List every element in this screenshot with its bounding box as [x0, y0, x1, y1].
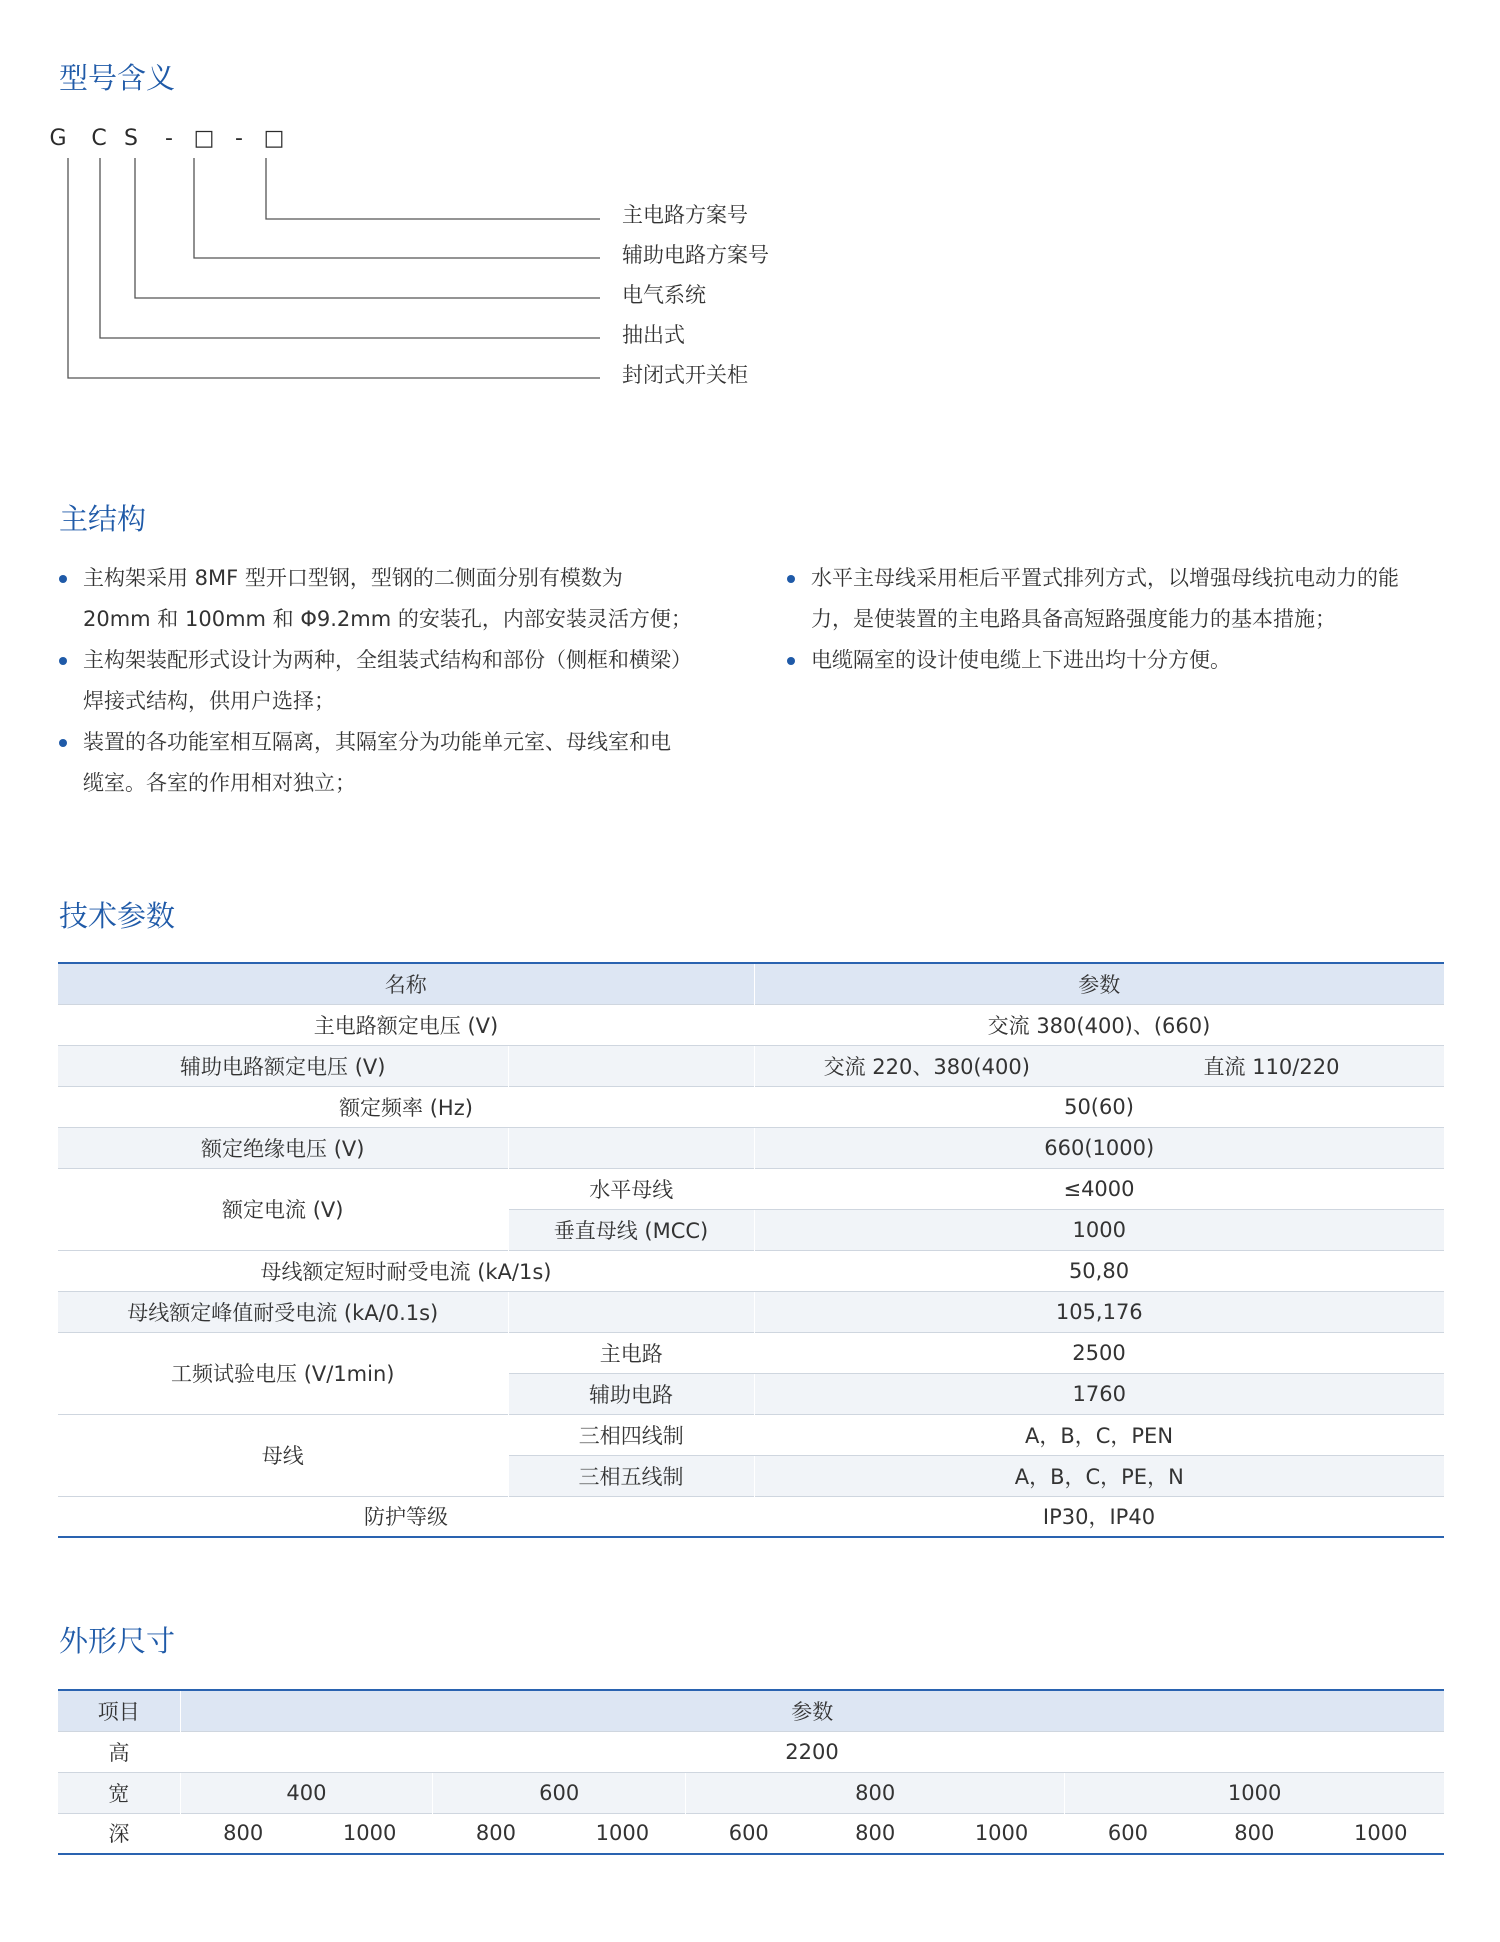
- cell-sub: 辅助电路: [508, 1373, 754, 1414]
- bullet-line: 主构架装配形式设计为两种，全组装式结构和部份（侧框和横梁）: [83, 648, 692, 672]
- model-label-main-circuit: 主电路方案号: [622, 203, 748, 227]
- bullet-dot: [59, 575, 67, 583]
- bullet-line: 水平主母线采用柜后平置式排列方式，以增强母线抗电动力的能: [811, 566, 1399, 590]
- code-char-box-2: □: [263, 126, 285, 151]
- structure-bullet-2: [59, 640, 739, 722]
- cell-value: A，B，C，PE，N: [754, 1455, 1444, 1496]
- code-char-s: S: [124, 126, 138, 151]
- cell-sub: [508, 1045, 754, 1086]
- cell-value: 600: [1065, 1813, 1191, 1854]
- code-char-c: C: [91, 126, 107, 151]
- table-row: [58, 1496, 1444, 1537]
- cell-value: 105,176: [754, 1291, 1444, 1332]
- cell-sub: 垂直母线 (MCC): [508, 1209, 754, 1250]
- table-row-height: [58, 1731, 1444, 1772]
- bullet-line: 装置的各功能室相互隔离，其隔室分为功能单元室、母线室和电: [83, 730, 671, 754]
- header-params: 参数: [754, 963, 1444, 1004]
- cell-name: 辅助电路额定电压 (V): [58, 1045, 508, 1086]
- cell-sub: 主电路: [508, 1332, 754, 1373]
- tech-params-table: [58, 962, 1444, 1538]
- bullet-line: 20mm 和 100mm 和 Φ9.2mm 的安装孔，内部安装灵活方便；: [83, 607, 692, 631]
- table-row: [58, 1332, 1444, 1373]
- cell-value: 1000: [306, 1813, 432, 1854]
- code-char-g: G: [49, 126, 67, 151]
- cell-name: 母线: [58, 1414, 508, 1496]
- line-electric-system: [135, 158, 600, 298]
- cell-value: 600: [686, 1813, 812, 1854]
- code-char-box-1: □: [193, 126, 215, 151]
- cell-sub: 三相五线制: [508, 1455, 754, 1496]
- bullet-line: 力，是使装置的主电路具备高短路强度能力的基本措施；: [811, 607, 1336, 631]
- section-title-tech: 技术参数: [59, 899, 176, 933]
- structure-bullet-4: [787, 558, 1467, 640]
- bullet-line: 电缆隔室的设计使电缆上下进出均十分方便。: [811, 648, 1231, 672]
- cell-sub: [508, 1127, 754, 1168]
- cell-sub: [508, 1291, 754, 1332]
- structure-bullet-1: [59, 558, 739, 640]
- cell-name: 主电路额定电压 (V): [58, 1004, 754, 1045]
- code-char-dash-2: -: [235, 126, 243, 151]
- structure-bullet-3: [59, 722, 739, 804]
- cell-value: 1000: [1065, 1772, 1444, 1813]
- section-title-structure: 主结构: [59, 502, 147, 536]
- cell-value: A，B，C，PEN: [754, 1414, 1444, 1455]
- table-row: [58, 1045, 1444, 1086]
- cell-name: 额定电流 (V): [58, 1168, 508, 1250]
- cell-value: 660(1000): [754, 1127, 1444, 1168]
- line-enclosed: [68, 158, 600, 378]
- table-row-depth: [58, 1813, 1444, 1854]
- cell-name: 母线额定短时耐受电流 (kA/1s): [58, 1250, 754, 1291]
- cell-value: 2200: [180, 1731, 1444, 1772]
- table-row-width: [58, 1772, 1444, 1813]
- model-connector-lines: [0, 0, 1500, 420]
- cell-value: 50(60): [754, 1086, 1444, 1127]
- bullet-line: 主构架采用 8MF 型开口型钢，型钢的二侧面分别有模数为: [83, 566, 623, 590]
- bullet-line: 缆室。各室的作用相对独立；: [83, 771, 356, 795]
- table-row: [58, 1250, 1444, 1291]
- cell-value: 1000: [938, 1813, 1064, 1854]
- table-header-row: [58, 963, 1444, 1004]
- cell-value: 800: [686, 1772, 1065, 1813]
- section-title-model: 型号含义: [59, 61, 176, 95]
- cell-value: 交流 220、380(400): [754, 1045, 1099, 1086]
- cell-name: 母线额定峰值耐受电流 (kA/0.1s): [58, 1291, 508, 1332]
- cell-value: 1000: [559, 1813, 685, 1854]
- cell-name: 额定频率 (Hz): [58, 1086, 754, 1127]
- header-params: 参数: [180, 1690, 1444, 1731]
- cell-label: 宽: [58, 1772, 180, 1813]
- cell-value: ≤4000: [754, 1168, 1444, 1209]
- cell-value: 2500: [754, 1332, 1444, 1373]
- cell-name: 工频试验电压 (V/1min): [58, 1332, 508, 1414]
- line-main-circuit: [266, 158, 600, 219]
- cell-name: 额定绝缘电压 (V): [58, 1127, 508, 1168]
- model-label-drawout: 抽出式: [622, 323, 685, 347]
- model-label-enclosed: 封闭式开关柜: [622, 363, 748, 387]
- cell-value: IP30，IP40: [754, 1496, 1444, 1537]
- bullet-line: 焊接式结构，供用户选择；: [83, 689, 335, 713]
- table-header-row: [58, 1690, 1444, 1731]
- cell-name: 防护等级: [58, 1496, 754, 1537]
- cell-sub: 水平母线: [508, 1168, 754, 1209]
- cell-value: 400: [180, 1772, 433, 1813]
- cell-value: 800: [812, 1813, 938, 1854]
- model-label-aux-circuit: 辅助电路方案号: [622, 243, 769, 267]
- table-row: [58, 1291, 1444, 1332]
- cell-label: 深: [58, 1813, 180, 1854]
- cell-value: 1760: [754, 1373, 1444, 1414]
- section-title-dims: 外形尺寸: [59, 1624, 176, 1658]
- line-aux-circuit: [194, 158, 600, 258]
- cell-value: 50,80: [754, 1250, 1444, 1291]
- cell-value: 800: [1191, 1813, 1317, 1854]
- bullet-dot: [59, 657, 67, 665]
- code-char-dash-1: -: [165, 126, 173, 151]
- cell-value: 800: [433, 1813, 559, 1854]
- table-row: [58, 1414, 1444, 1455]
- bullet-dot: [59, 739, 67, 747]
- structure-bullet-5: [787, 640, 1467, 681]
- dimensions-table: [58, 1689, 1444, 1855]
- header-name: 名称: [58, 963, 754, 1004]
- bullet-dot: [787, 657, 795, 665]
- cell-value: 交流 380(400)、(660): [754, 1004, 1444, 1045]
- cell-value: 直流 110/220: [1099, 1045, 1444, 1086]
- line-drawout: [100, 158, 600, 338]
- table-row: [58, 1168, 1444, 1209]
- cell-value: 600: [433, 1772, 686, 1813]
- table-row: [58, 1127, 1444, 1168]
- header-item: 项目: [58, 1690, 180, 1731]
- table-row: [58, 1004, 1444, 1045]
- bullet-dot: [787, 575, 795, 583]
- cell-value: 800: [180, 1813, 306, 1854]
- cell-value: 1000: [754, 1209, 1444, 1250]
- cell-value: 1000: [1318, 1813, 1444, 1854]
- cell-label: 高: [58, 1731, 180, 1772]
- cell-sub: 三相四线制: [508, 1414, 754, 1455]
- model-label-electric-system: 电气系统: [622, 283, 706, 307]
- table-row: [58, 1086, 1444, 1127]
